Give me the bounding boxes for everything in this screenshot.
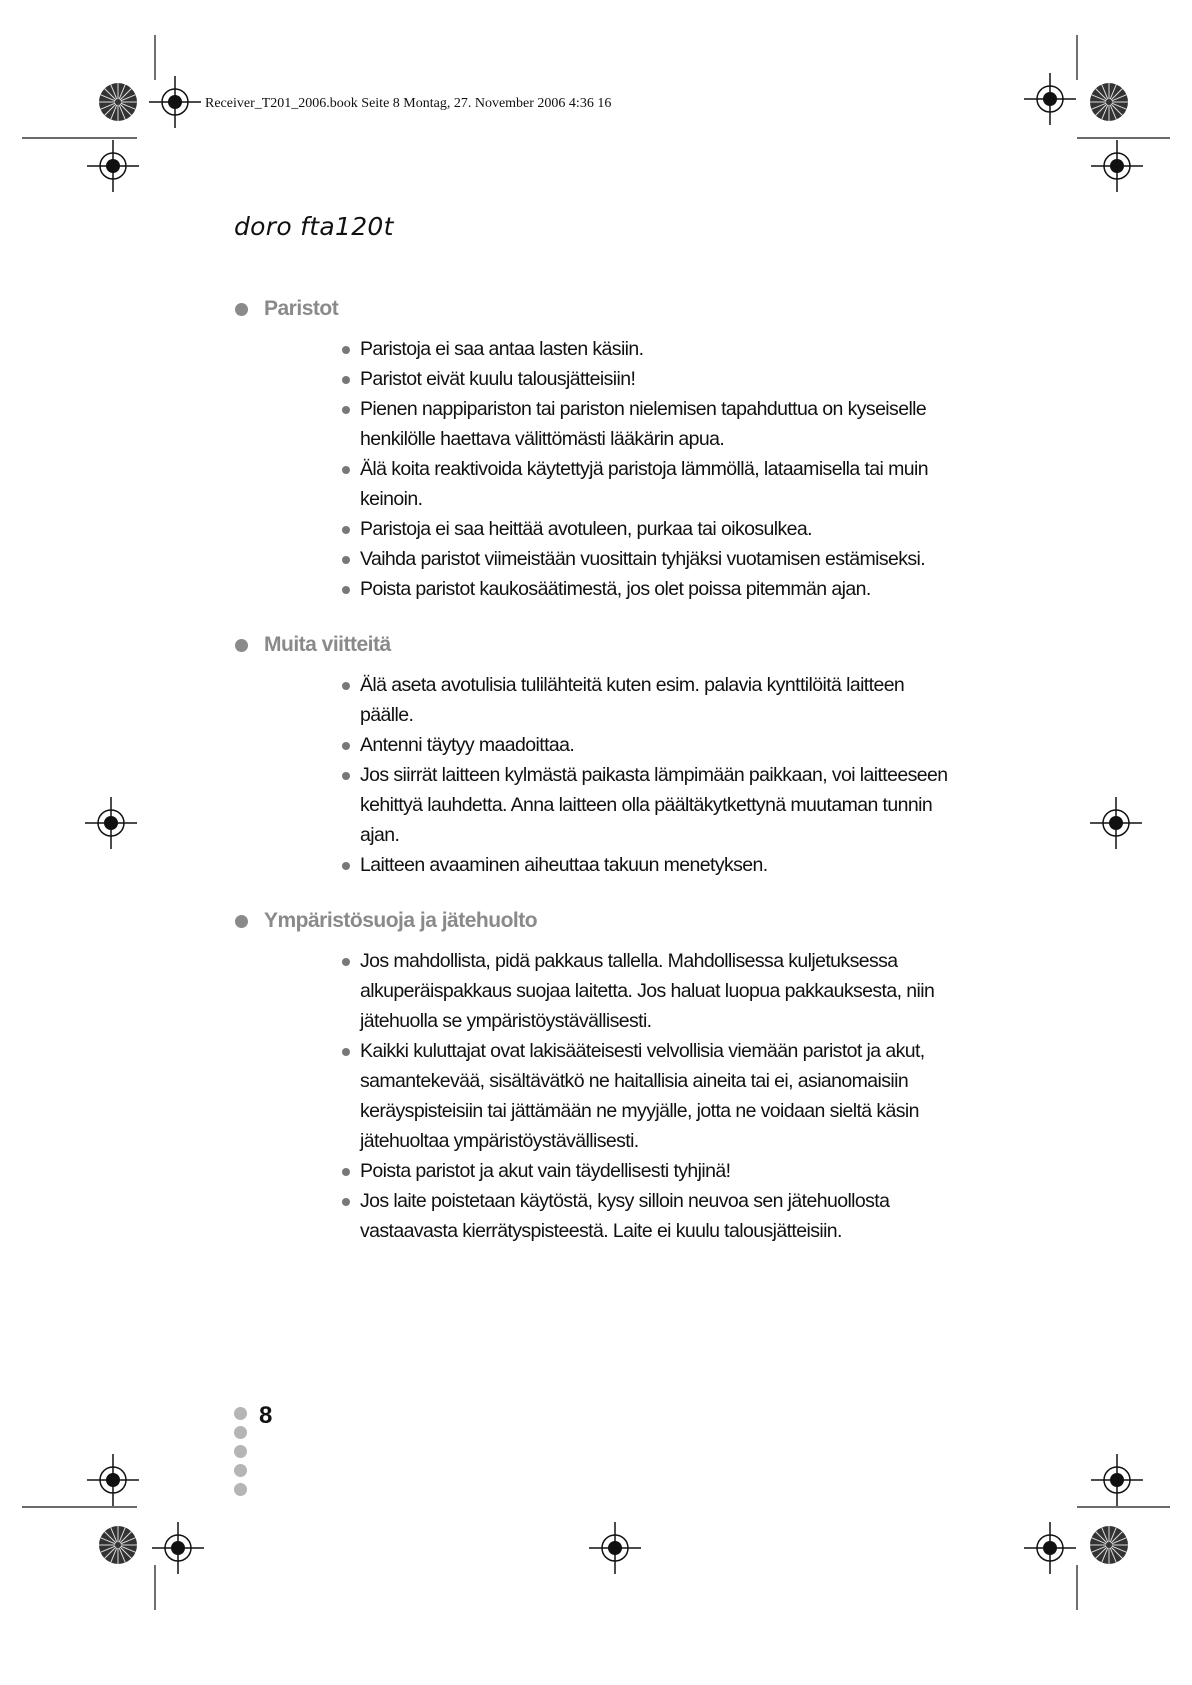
list-item [340, 1036, 955, 1156]
bullet-icon [342, 1198, 350, 1206]
bullet-icon [342, 742, 350, 750]
registration-mark-icon [1024, 1522, 1076, 1574]
section-title-text: Ympäristösuoja ja jätehuolto [264, 909, 538, 932]
section-title-text: Muita viitteitä [264, 633, 391, 656]
dot-icon [234, 1445, 247, 1458]
print-file-info: Receiver_T201_2006.book Seite 8 Montag, 27. November 2006 4:36 16 [205, 96, 612, 111]
section-muita-viitteita [235, 630, 955, 880]
bullet-icon [342, 526, 350, 534]
star-target-icon [99, 1526, 137, 1564]
list-item [340, 1186, 955, 1246]
list-item-text: Paristot eivät kuulu talousjätteisiin! [360, 368, 636, 390]
registration-mark-icon [152, 1522, 204, 1574]
list-item [340, 946, 955, 1036]
list-item [340, 850, 955, 880]
bullet-icon [342, 958, 350, 966]
dot-icon [234, 1483, 247, 1496]
registration-mark-icon [149, 76, 201, 128]
list-item-text: Älä aseta avotulisia tulilähteitä kuten esim. palavia kynttilöitä laitteen päälle. [360, 674, 905, 726]
bullet-icon [342, 586, 350, 594]
list-item [340, 364, 955, 394]
section-title-text: Paristot [264, 297, 339, 320]
registration-mark-icon [1090, 797, 1142, 849]
section-paristot [235, 294, 955, 604]
list-item-text: Vaihda paristot viimeistään vuosittain tyhjäksi vuotamisen estämiseksi. [360, 548, 926, 570]
list-item [340, 574, 955, 604]
page-dots-decoration [234, 1407, 247, 1502]
bullet-list [235, 334, 955, 604]
bullet-list [235, 946, 955, 1246]
registration-mark-icon [85, 797, 137, 849]
bullet-icon [342, 406, 350, 414]
registration-mark-icon [1091, 1454, 1143, 1506]
bullet-icon [342, 1168, 350, 1176]
registration-mark-icon [87, 140, 139, 192]
list-item [340, 514, 955, 544]
list-item-text: Jos siirrät laitteen kylmästä paikasta lämpimään paikkaan, voi laitteeseen kehittyä lauhdetta. Anna laitteen olla päältäkytkettynä muutaman tunnin ajan. [360, 764, 948, 846]
section-ymparistosuoja [235, 906, 955, 1246]
list-item-text: Älä koita reaktivoida käytettyjä paristoja lämmöllä, lataamisella tai muin keinoin. [360, 458, 928, 510]
list-item-text: Pienen nappipariston tai pariston nielemisen tapahduttua on kyseiselle henkilölle haettava välittömästi lääkärin apua. [360, 398, 927, 450]
registration-mark-icon [589, 1522, 641, 1574]
bullet-dot-icon [235, 639, 248, 652]
list-item-text: Jos mahdollista, pidä pakkaus tallella. Mahdollisessa kuljetuksessa alkuperäispakkaus suojaa laitetta. Jos haluat luopua pakkauksesta, niin jätehuolla se ympäristöystävällisesti. [360, 950, 935, 1032]
dot-icon [234, 1407, 247, 1420]
bullet-icon [342, 346, 350, 354]
list-item-text: Paristoja ei saa antaa lasten käsiin. [360, 338, 644, 360]
bullet-dot-icon [235, 303, 248, 316]
page-content [235, 294, 955, 1272]
bullet-dot-icon [235, 915, 248, 928]
bullet-icon [342, 556, 350, 564]
dot-icon [234, 1464, 247, 1477]
bullet-list [235, 670, 955, 880]
registration-mark-icon [87, 1454, 139, 1506]
list-item [340, 334, 955, 364]
page-number: 8 [259, 1402, 273, 1429]
list-item-text: Paristoja ei saa heittää avotuleen, purkaa tai oikosulkea. [360, 518, 812, 540]
bullet-icon [342, 772, 350, 780]
list-item-text: Kaikki kuluttajat ovat lakisääteisesti velvollisia viemään paristot ja akut, samantekevää, sisältävätkö ne haitallisia aineita tai ei, asianomaisiin keräyspisteisiin tai jättämään ne myyjälle, jotta ne voidaan sieltä käsin jätehuoltaa ympäristöystävällisesti. [360, 1040, 925, 1152]
list-item-text: Poista paristot ja akut vain täydellisesti tyhjinä! [360, 1160, 731, 1182]
dot-icon [234, 1426, 247, 1439]
list-item-text: Laitteen avaaminen aiheuttaa takuun menetyksen. [360, 854, 768, 876]
registration-mark-icon [1091, 140, 1143, 192]
section-title [235, 630, 955, 660]
section-title [235, 906, 955, 936]
section-title [235, 294, 955, 324]
list-item [340, 394, 955, 454]
star-target-icon [1090, 83, 1128, 121]
list-item-text: Poista paristot kaukosäätimestä, jos olet poissa pitemmän ajan. [360, 578, 871, 600]
list-item [340, 454, 955, 514]
list-item [340, 760, 955, 850]
registration-mark-icon [1024, 73, 1076, 125]
list-item [340, 670, 955, 730]
bullet-icon [342, 376, 350, 384]
bullet-icon [342, 1048, 350, 1056]
bullet-icon [342, 862, 350, 870]
list-item-text: Jos laite poistetaan käytöstä, kysy silloin neuvoa sen jätehuollosta vastaavasta kierrätyspisteestä. Laite ei kuulu talousjätteisiin. [360, 1190, 890, 1242]
brand-logo-text: doro fta120t [234, 212, 394, 241]
star-target-icon [99, 83, 137, 121]
star-target-icon [1090, 1526, 1128, 1564]
list-item [340, 1156, 955, 1186]
list-item-text: Antenni täytyy maadoittaa. [360, 734, 575, 756]
bullet-icon [342, 682, 350, 690]
list-item [340, 730, 955, 760]
bullet-icon [342, 466, 350, 474]
list-item [340, 544, 955, 574]
